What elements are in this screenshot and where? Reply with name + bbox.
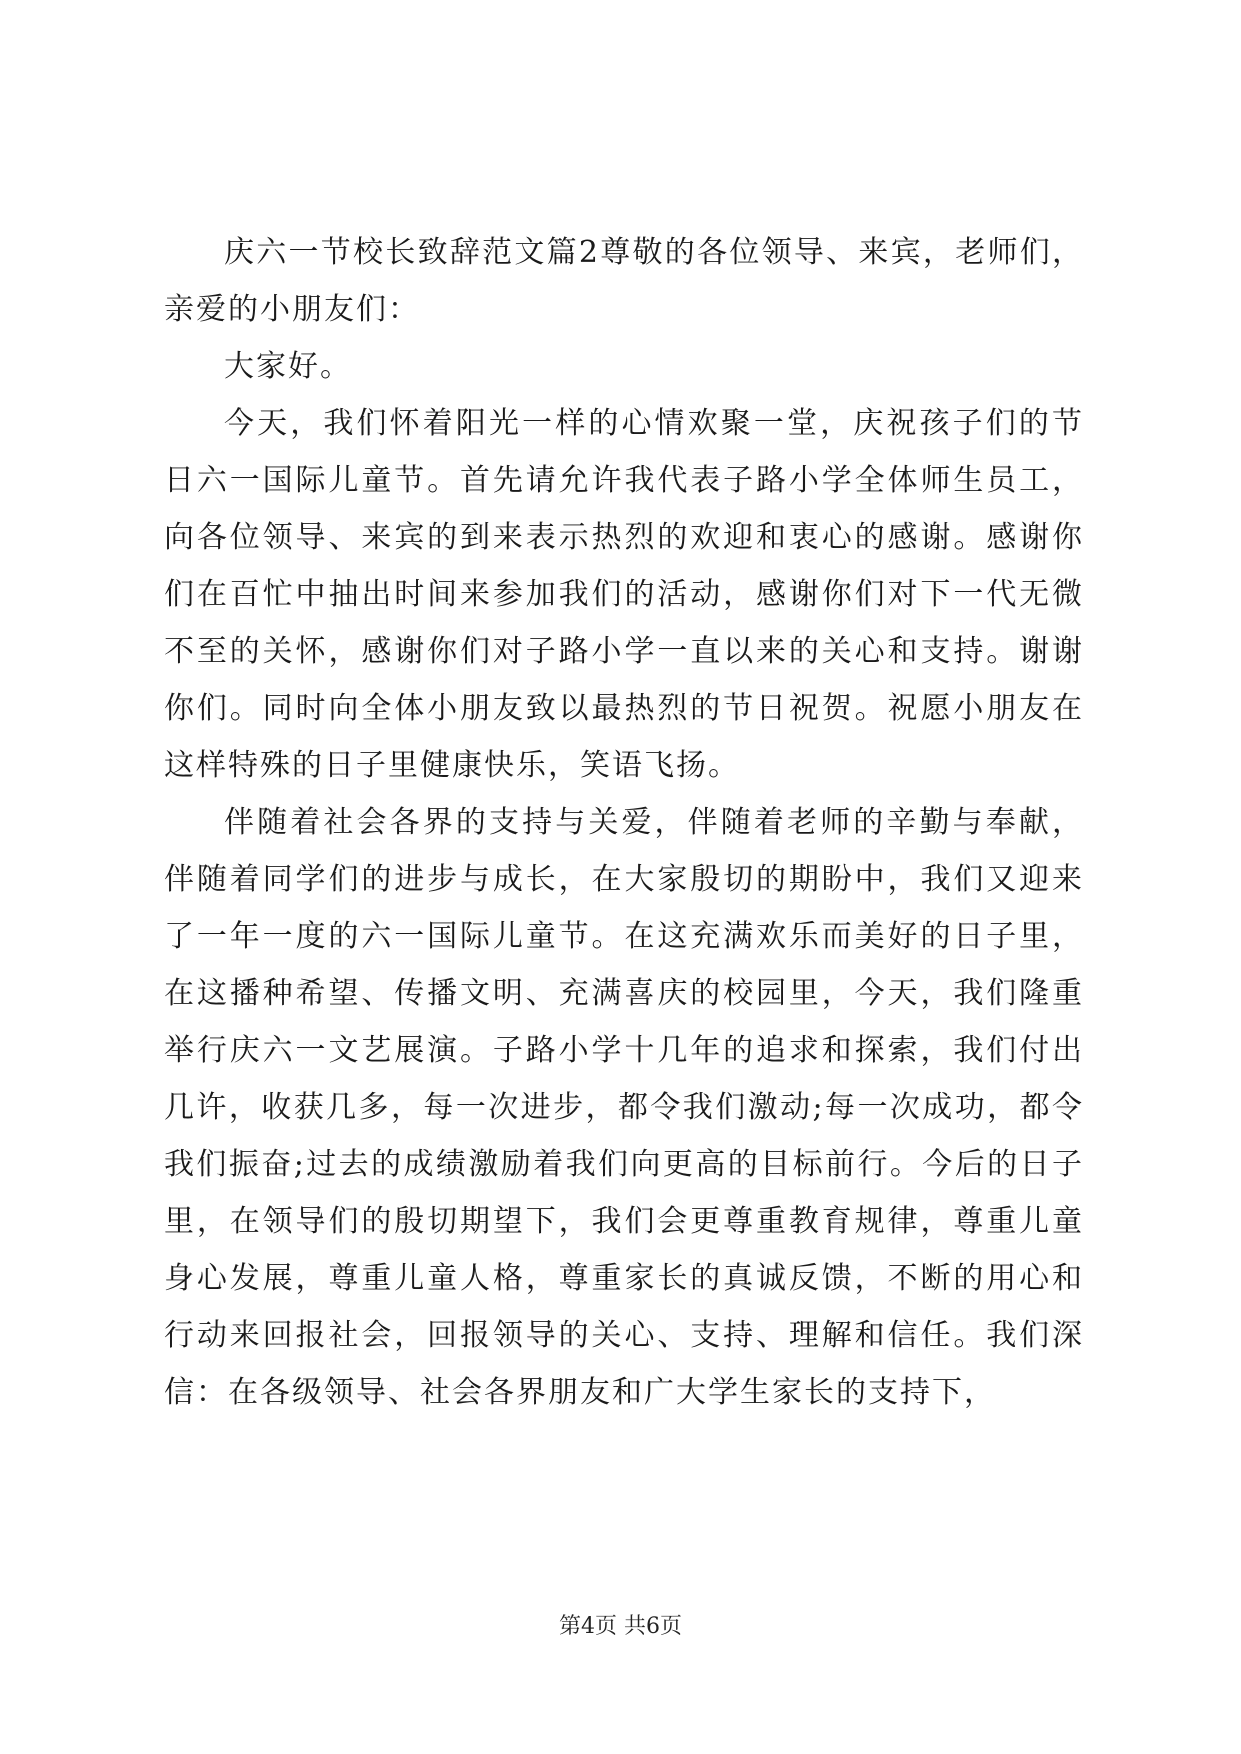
paragraph-hello: 大家好。 bbox=[224, 349, 352, 384]
paragraph-welcome: 今天，我们怀着阳光一样的心情欢聚一堂，庆祝孩子们的节日六一国际儿童节。首先请允许我代表子路小学全体师生员工，向各位领导、来宾的到来表示热烈的欢迎和衷心的感谢。感谢你们在百忙中抽出时间来参加我们的活动，感谢你们对下一代无微不至的关怀，感谢你们对子路小学一直以来的关心和支持。谢谢你们。同时向全体小朋友致以最热烈的节日祝贺。祝愿小朋友在这样特殊的日子里健康快乐，笑语飞扬。 bbox=[164, 406, 1084, 783]
paragraph-festival: 伴随着社会各界的支持与关爱，伴随着老师的辛勤与奉献，伴随着同学们的进步与成长，在大家殷切的期盼中，我们又迎来了一年一度的六一国际儿童节。在这充满欢乐而美好的日子里，在这播种希望、传播文明、充满喜庆的校园里，今天，我们隆重举行庆六一文艺展演。子路小学十几年的追求和探索，我们付出几许，收获几多，每一次进步，都令我们激动;每一次成功，都令我们振奋;过去的成绩激励着我们向更高的目标前行。今后的日子里，在领导们的殷切期望下，我们会更尊重教育规律，尊重儿童身心发展，尊重儿童人格，尊重家长的真诚反馈，不断的用心和行动来回报社会，回报领导的关心、支持、理解和信任。我们深信：在各级领导、社会各界朋友和广大学生家长的支持下， bbox=[164, 805, 1084, 1410]
paragraph-greeting-header: 庆六一节校长致辞范文篇2尊敬的各位领导、来宾，老师们，亲爱的小朋友们： bbox=[164, 235, 1084, 327]
page-number-footer: 第4页 共6页 bbox=[559, 1614, 682, 1639]
document-body bbox=[164, 224, 1084, 1421]
